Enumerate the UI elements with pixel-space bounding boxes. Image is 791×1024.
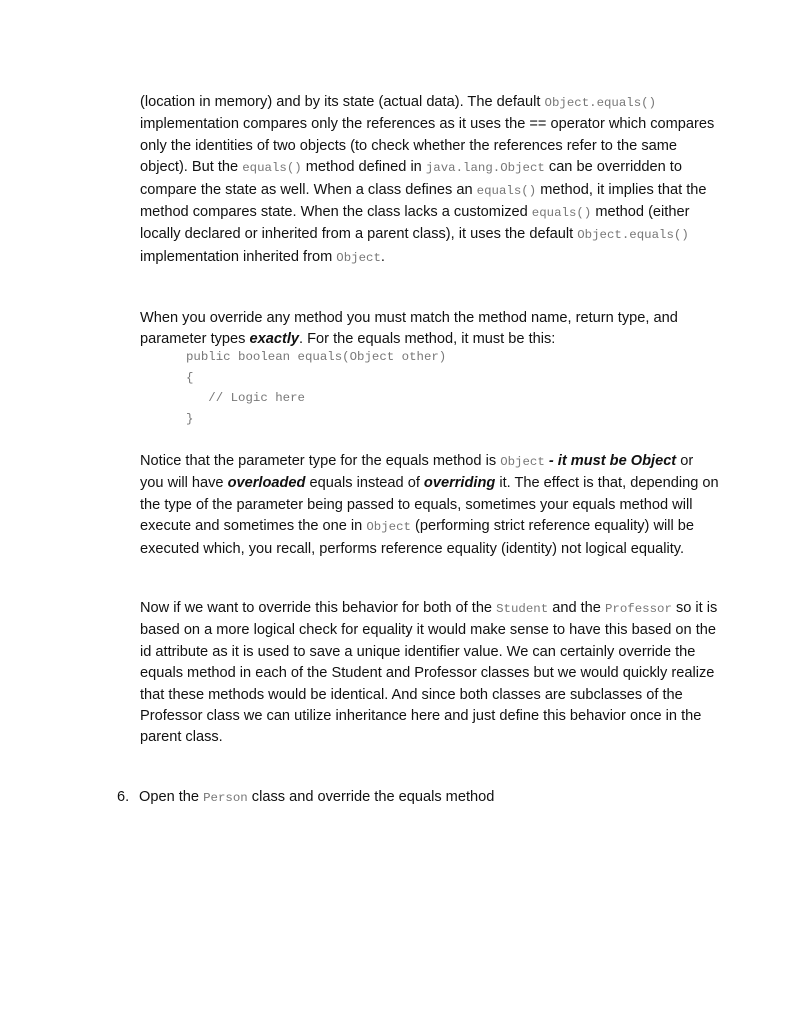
text: . For the equals method, it must be this: (299, 331, 556, 348)
text: it. The effect is that, depending on the type of the parameter being passed to equals, sometimes your equals method will execute and sometimes the one in (140, 475, 719, 535)
step-number: 6. (117, 789, 130, 805)
text: Notice that the parameter type for the equals method is (140, 453, 501, 469)
text: method defined in (301, 159, 426, 176)
emphasis: exactly (249, 331, 300, 348)
text: (location in memory) and by its state (actual data). The default (140, 94, 541, 110)
text: implementation inherited from (140, 248, 337, 265)
inline-code: Professor (604, 602, 672, 616)
text: method (either locally declared or inherited from a parent class), it uses the default (140, 204, 690, 243)
inline-code: Object.equals() (544, 96, 657, 110)
inline-code: equals() (242, 161, 302, 176)
emphasis: overriding (423, 475, 496, 492)
code-line: public boolean equals(Object other) (186, 350, 447, 364)
text: class and override the equals method (247, 789, 495, 805)
inline-code: Person (203, 791, 248, 805)
text: (performing strict reference equality) will be executed which, you recall, performs reference equality (identity) not logical equality. (140, 518, 695, 557)
inline-code: equals() (531, 206, 592, 221)
paragraph-equals-intro (140, 92, 720, 269)
text: can be overridden to compare the state as well. When a class defines an (140, 159, 682, 198)
paragraph-parameter-type (140, 451, 720, 560)
paragraph-override-rule (140, 308, 720, 351)
inline-code: equals() (476, 183, 537, 198)
text: Open the (139, 789, 204, 805)
inline-code: Student (496, 602, 549, 616)
code-line: // Logic here (186, 391, 305, 406)
paragraph-student-professor (140, 598, 720, 749)
text: or you will have (140, 453, 694, 492)
text: implementation compares only the references as it uses the == operator which compares only the identities of two objects (to check whether the references refer to the same object). But the (140, 116, 715, 176)
text: . (380, 248, 385, 265)
code-line: } (186, 411, 194, 426)
emphasis: - it must be Object (544, 453, 677, 469)
text: equals instead of (305, 475, 424, 492)
text: When you override any method you must match the method name, return type, and parameter types (140, 310, 678, 348)
step-6 (117, 787, 494, 809)
inline-code: Object (336, 250, 381, 265)
inline-code: Object.equals() (577, 228, 689, 243)
code-block (186, 347, 446, 429)
inline-code: java.lang.Object (425, 161, 545, 176)
inline-code: Object (500, 455, 545, 469)
emphasis: overloaded (227, 475, 306, 492)
text: method, it implies that the method compares state. When the class lacks a customized (140, 181, 707, 221)
text: Now if we want to override this behavior for both of the (140, 600, 497, 616)
inline-code: Object (366, 520, 411, 535)
text: so it is based on a more logical check for equality it would make sense to have this based on the id attribute as it is used to save a unique identifier value. We can certainly override the equals method in each of the Student and Professor classes but we would quickly realize that these methods would be identical. And since both classes are subclasses of the Professor class we can utilize inheritance here and just define this behavior once in the parent class. (140, 600, 718, 746)
code-line: { (186, 370, 194, 385)
text: and the (548, 600, 605, 616)
